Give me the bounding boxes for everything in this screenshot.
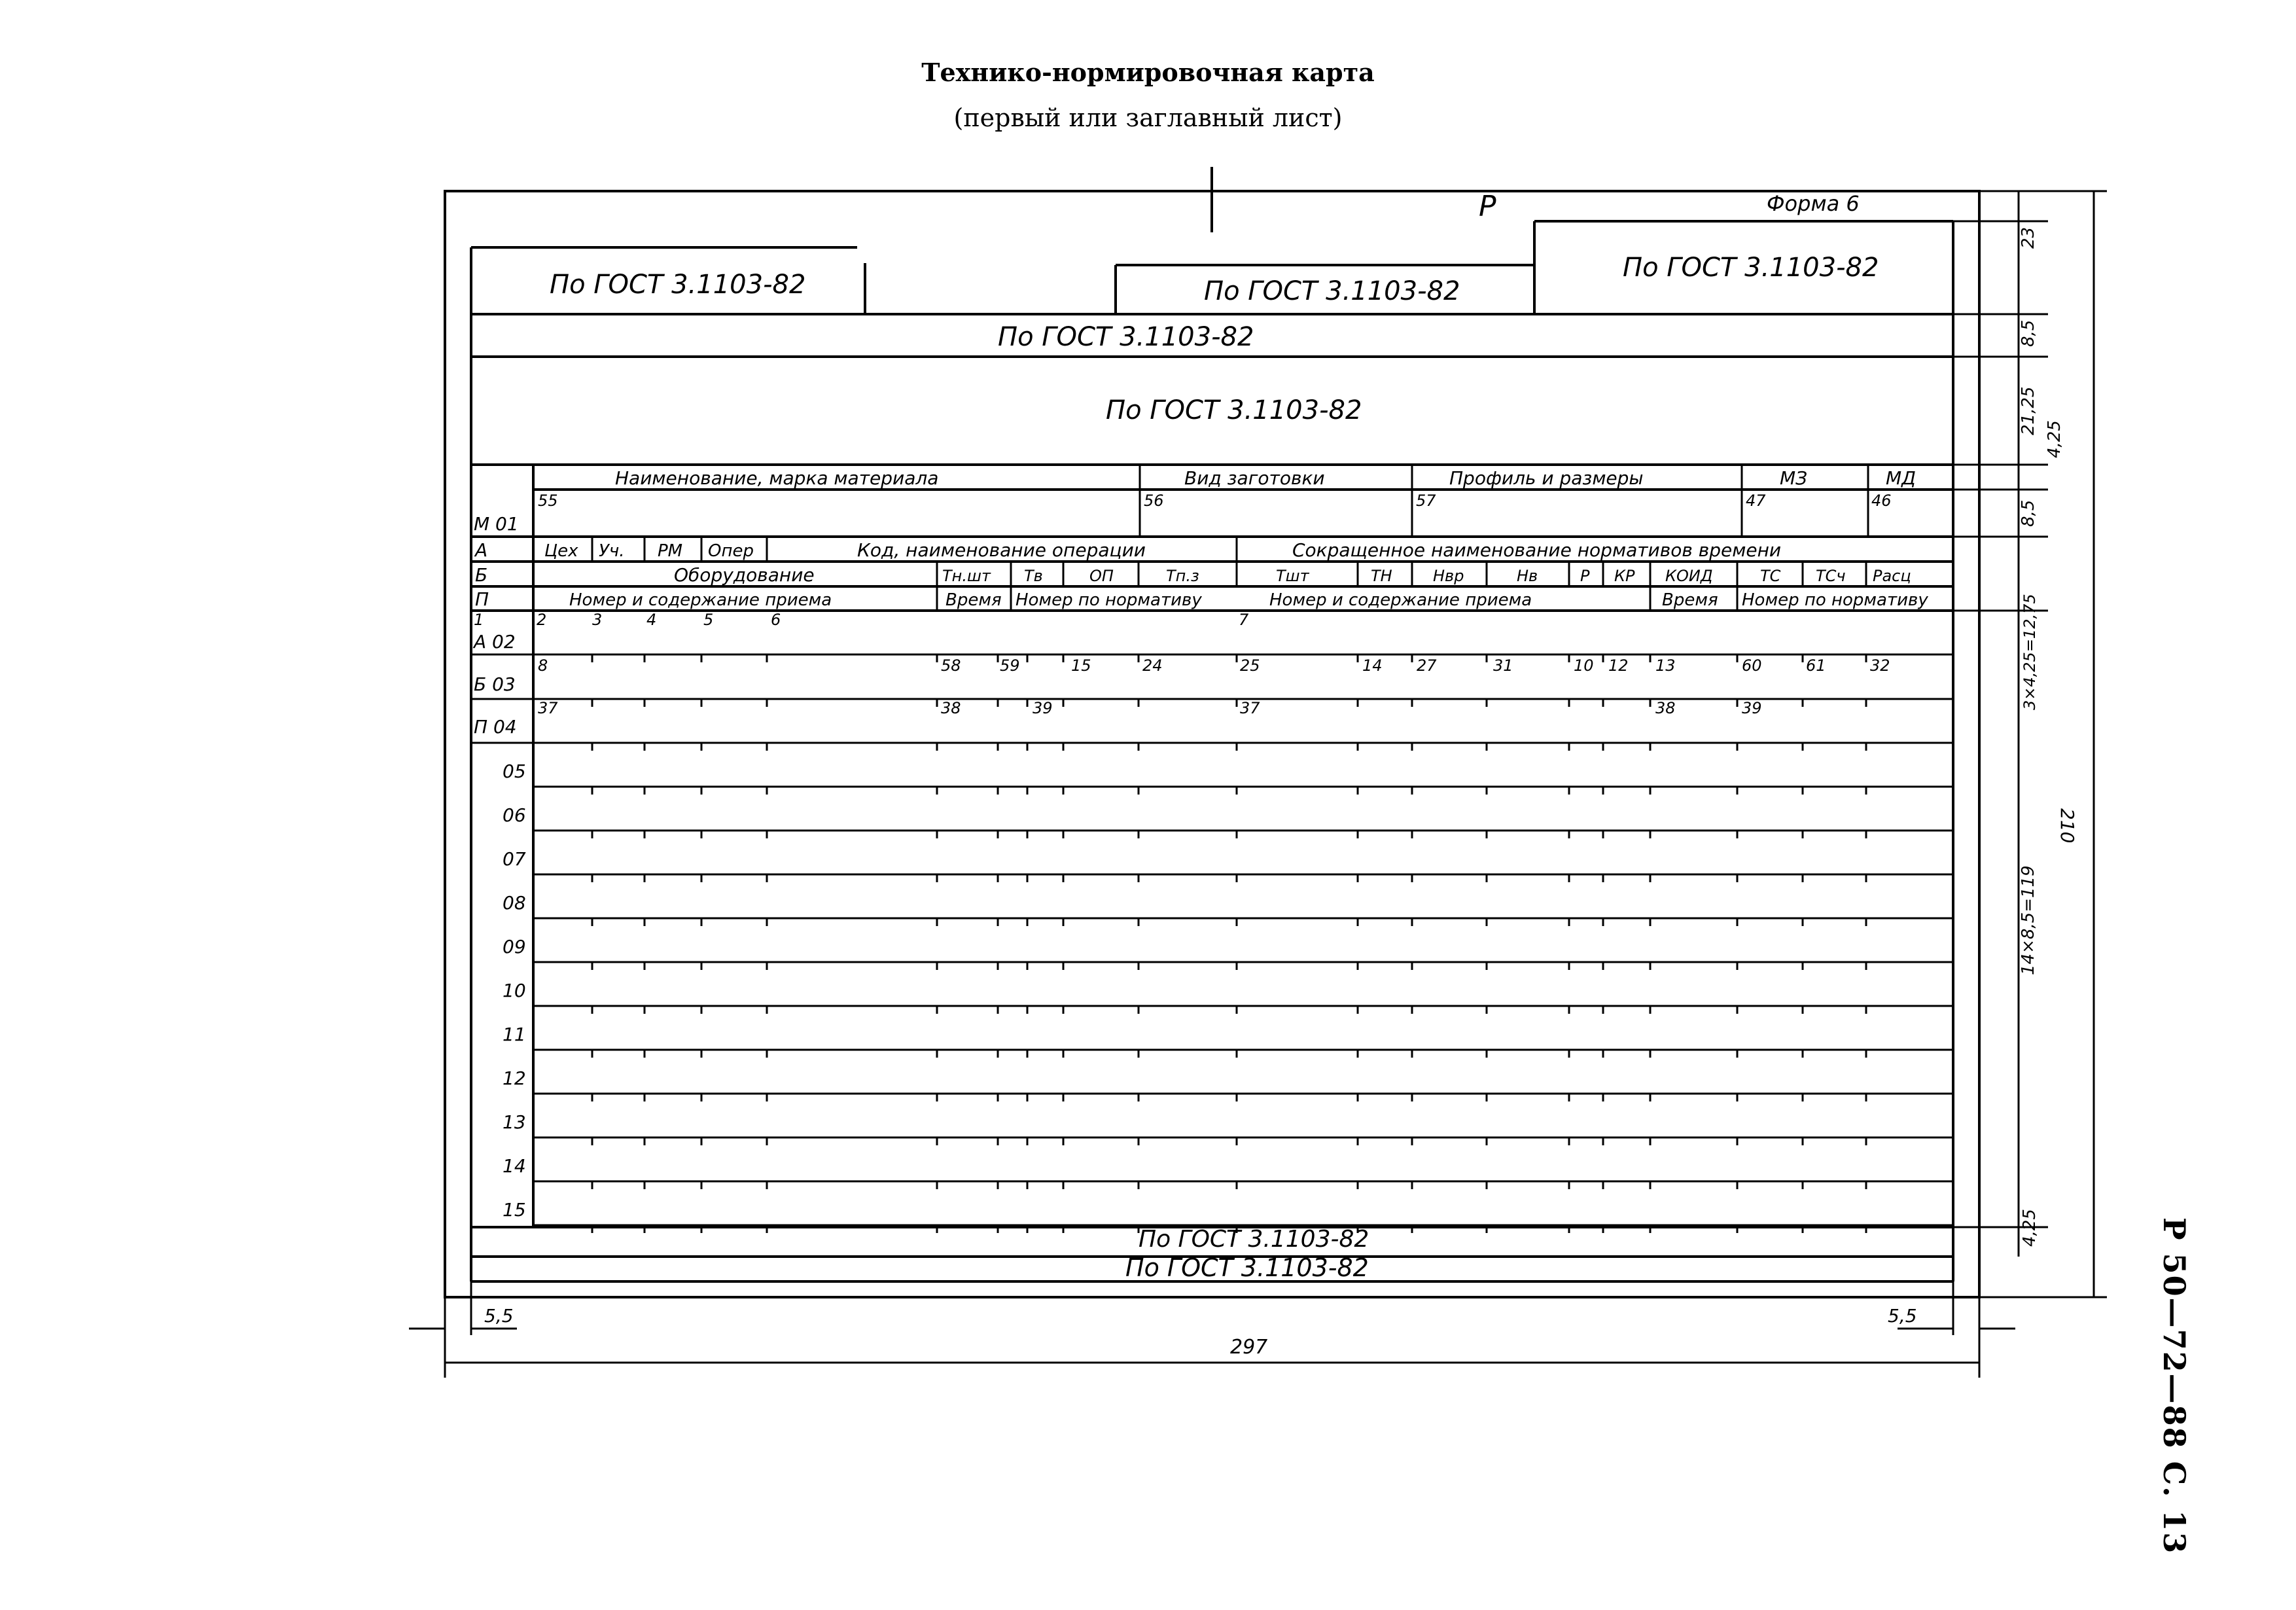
code-p04-39a: 39 bbox=[1033, 699, 1053, 717]
code-b03-61: 61 bbox=[1806, 656, 1826, 675]
header-koid: КОИД bbox=[1665, 567, 1713, 585]
code-b03-60: 60 bbox=[1742, 656, 1762, 675]
dim-21-25: 21,25 bbox=[2019, 386, 2038, 435]
gost-ref-7: По ГОСТ 3.1103-82 bbox=[1125, 1253, 1369, 1282]
code-b03-32: 32 bbox=[1870, 656, 1890, 675]
form-label: Форма 6 bbox=[1767, 191, 1860, 216]
header-norm-1: Номер по нормативу bbox=[1016, 590, 1202, 610]
code-b03-10: 10 bbox=[1574, 656, 1594, 675]
dim-4-25-b: 4,25 bbox=[2020, 1209, 2040, 1247]
header-operation: Код, наименование операции bbox=[857, 539, 1146, 561]
code-a02-4: 4 bbox=[646, 611, 657, 629]
header-step-2: Номер и содержание приема bbox=[1269, 590, 1532, 610]
row-letter-a: А bbox=[475, 539, 488, 561]
header-ts: ТС bbox=[1760, 567, 1781, 585]
line-label-05: 05 bbox=[503, 760, 526, 782]
data-row-lines bbox=[471, 654, 1953, 1225]
header-md: МД bbox=[1886, 467, 1916, 489]
header-kr: КР bbox=[1614, 567, 1635, 585]
header-material-name: Наименование, марка материала bbox=[615, 467, 939, 489]
line-label-10: 10 bbox=[503, 980, 526, 1001]
dim-width: 297 bbox=[1230, 1336, 1268, 1359]
form-frame bbox=[471, 221, 1953, 1281]
code-a02-1: 1 bbox=[474, 611, 484, 629]
document-subtitle: (первый или заглавный лист) bbox=[953, 103, 1343, 132]
code-b03-8: 8 bbox=[538, 656, 548, 675]
line-label-09: 09 bbox=[503, 936, 526, 957]
dim-height: 210 bbox=[2057, 808, 2078, 844]
line-label-m01: М 01 bbox=[474, 513, 519, 535]
header-step-1: Номер и содержание приема bbox=[569, 590, 832, 610]
header-tsekh: Цех bbox=[544, 541, 578, 561]
header-mz: МЗ bbox=[1780, 467, 1808, 489]
code-56: 56 bbox=[1144, 492, 1164, 510]
code-a02-7: 7 bbox=[1239, 611, 1249, 629]
header-time-1: Время bbox=[945, 590, 1002, 610]
code-55: 55 bbox=[538, 492, 558, 510]
header-rm: РМ bbox=[658, 541, 683, 561]
code-b03-31: 31 bbox=[1493, 656, 1513, 675]
code-b03-14: 14 bbox=[1362, 656, 1383, 675]
header-oper: Опер bbox=[708, 541, 754, 561]
code-46: 46 bbox=[1871, 492, 1892, 510]
row-ticks bbox=[592, 654, 1866, 1233]
line-label-p04: П 04 bbox=[474, 716, 517, 738]
letter-r: Р bbox=[1479, 190, 1496, 223]
header-tv: Тв bbox=[1024, 567, 1043, 585]
header-profile: Профиль и размеры bbox=[1449, 467, 1644, 489]
header-blank-type: Вид заготовки bbox=[1184, 467, 1325, 489]
line-label-06: 06 bbox=[503, 804, 526, 826]
header-nvr: Нвр bbox=[1433, 567, 1464, 585]
code-b03-59: 59 bbox=[1000, 656, 1020, 675]
gost-ref-5: По ГОСТ 3.1103-82 bbox=[1106, 395, 1362, 425]
code-b03-24: 24 bbox=[1142, 656, 1163, 675]
code-a02-5: 5 bbox=[703, 611, 714, 629]
dim-margin-right: 5,5 bbox=[1888, 1305, 1917, 1327]
line-label-14: 14 bbox=[503, 1155, 526, 1177]
gost-ref-2: По ГОСТ 3.1103-82 bbox=[1204, 276, 1460, 306]
line-label-b03: Б 03 bbox=[474, 673, 516, 695]
row-letter-p: П bbox=[475, 588, 489, 610]
code-a02-6: 6 bbox=[771, 611, 781, 629]
gost-ref-6: По ГОСТ 3.1103-82 bbox=[1139, 1226, 1369, 1253]
dim-14x: 14×8,5=119 bbox=[2019, 865, 2038, 975]
code-47: 47 bbox=[1746, 492, 1766, 510]
code-b03-13: 13 bbox=[1655, 656, 1676, 675]
line-label-07: 07 bbox=[503, 848, 526, 870]
header-time-2: Время bbox=[1662, 590, 1718, 610]
code-b03-12: 12 bbox=[1608, 656, 1629, 675]
header-tn: ТН bbox=[1371, 567, 1392, 585]
header-tsht: Тшт bbox=[1276, 567, 1309, 585]
code-b03-58: 58 bbox=[941, 656, 961, 675]
header-equipment: Оборудование bbox=[674, 564, 815, 586]
code-p04-39b: 39 bbox=[1742, 699, 1762, 717]
code-p04-38b: 38 bbox=[1655, 699, 1676, 717]
header-uch: Уч. bbox=[599, 541, 625, 561]
dim-4-25-a: 4,25 bbox=[2045, 420, 2064, 458]
row-letter-b: Б bbox=[475, 564, 488, 586]
document-title: Технико-нормировочная карта bbox=[921, 58, 1375, 87]
gost-ref-4: По ГОСТ 3.1103-82 bbox=[998, 322, 1254, 352]
header-time-norms: Сокращенное наименование нормативов времени bbox=[1292, 539, 1782, 561]
dim-8-5-a: 8,5 bbox=[2019, 319, 2038, 347]
header-nv: Нв bbox=[1517, 567, 1538, 585]
dim-margin-left: 5,5 bbox=[484, 1305, 514, 1327]
code-p04-37b: 37 bbox=[1240, 699, 1260, 717]
header-tp-z: Тп.з bbox=[1166, 567, 1199, 585]
code-a02-2: 2 bbox=[537, 611, 547, 629]
code-p04-38a: 38 bbox=[941, 699, 961, 717]
document-page-code: Р 50—72—88 С. 13 bbox=[2157, 1217, 2192, 1555]
header-norm-2: Номер по нормативу bbox=[1742, 590, 1928, 610]
code-p04-37a: 37 bbox=[538, 699, 558, 717]
code-a02-3: 3 bbox=[592, 611, 603, 629]
dimension-lines bbox=[409, 191, 2107, 1378]
header-rasts: Расц bbox=[1873, 567, 1911, 585]
gost-ref-1: По ГОСТ 3.1103-82 bbox=[550, 270, 806, 300]
dim-8-5-b: 8,5 bbox=[2019, 499, 2038, 527]
header-tsch: ТСч bbox=[1816, 567, 1846, 585]
dim-3x: 3×4,25=12,75 bbox=[2021, 594, 2039, 710]
line-label-11: 11 bbox=[503, 1024, 526, 1045]
code-57: 57 bbox=[1416, 492, 1436, 510]
line-label-13: 13 bbox=[503, 1111, 526, 1133]
line-label-15: 15 bbox=[503, 1199, 526, 1221]
header-tn-sht: Тн.шт bbox=[942, 567, 991, 585]
code-b03-25: 25 bbox=[1240, 656, 1260, 675]
gost-ref-3: По ГОСТ 3.1103-82 bbox=[1623, 253, 1879, 283]
line-label-12: 12 bbox=[503, 1067, 526, 1089]
line-label-a02: А 02 bbox=[474, 631, 516, 653]
dim-23: 23 bbox=[2019, 226, 2038, 249]
code-b03-27: 27 bbox=[1417, 656, 1437, 675]
code-b03-15: 15 bbox=[1071, 656, 1091, 675]
header-r: Р bbox=[1580, 567, 1590, 585]
line-label-08: 08 bbox=[503, 892, 526, 914]
header-op: ОП bbox=[1089, 567, 1114, 585]
